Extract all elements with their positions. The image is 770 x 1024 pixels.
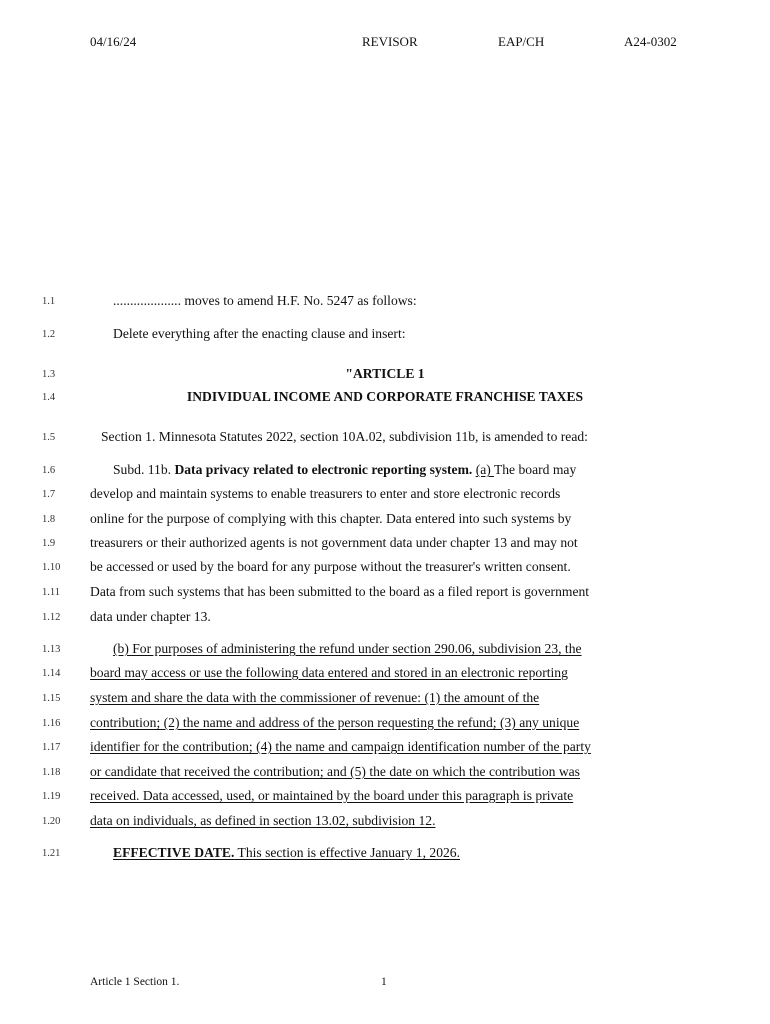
line-number: 1.15 bbox=[42, 693, 61, 704]
subdivision-heading-line bbox=[113, 461, 576, 479]
line-number: 1.3 bbox=[42, 369, 56, 380]
line-number: 1.11 bbox=[42, 587, 60, 598]
subdivision-label: Subd. 11b. bbox=[113, 462, 175, 477]
line-number: 1.6 bbox=[42, 465, 56, 476]
inserted-line: system and share the data with the commissioner of revenue: (1) the amount of the bbox=[90, 690, 540, 705]
line-number: 1.12 bbox=[42, 612, 61, 623]
body-line: data under chapter 13. bbox=[90, 609, 211, 624]
line-number: 1.16 bbox=[42, 718, 61, 729]
subdivision-text: The board may bbox=[493, 462, 577, 477]
body-line: develop and maintain systems to enable treasurers to enter and store electronic records bbox=[90, 486, 561, 501]
body-line: be accessed or used by the board for any purpose without the treasurer's written consent. bbox=[90, 559, 571, 574]
footer-label: Article 1 Section 1. bbox=[90, 976, 180, 988]
body-line: online for the purpose of complying with this chapter. Data entered into such systems by bbox=[90, 511, 572, 526]
line-number: 1.17 bbox=[42, 742, 61, 753]
header-office: REVISOR bbox=[362, 34, 418, 49]
body-line: Data from such systems that has been submitted to the board as a filed report is government bbox=[90, 584, 590, 599]
line-number: 1.9 bbox=[42, 538, 56, 549]
line-number: 1.14 bbox=[42, 668, 61, 679]
line-number: 1.1 bbox=[42, 296, 56, 307]
article-number: "ARTICLE 1 bbox=[345, 366, 425, 381]
inserted-line: received. Data accessed, used, or maintained by the board under this paragraph is private bbox=[90, 788, 574, 803]
line-number: 1.5 bbox=[42, 432, 56, 443]
inserted-line: contribution; (2) the name and address of the person requesting the refund; (3) any unique bbox=[90, 715, 580, 730]
line-number: 1.20 bbox=[42, 816, 61, 827]
inserted-line: identifier for the contribution; (4) the name and campaign identification number of the party bbox=[90, 739, 591, 754]
section-intro: Section 1. Minnesota Statutes 2022, section 10A.02, subdivision 11b, is amended to read: bbox=[101, 429, 588, 444]
line-number: 1.18 bbox=[42, 767, 61, 778]
article-title: INDIVIDUAL INCOME AND CORPORATE FRANCHISE TAXES bbox=[186, 389, 584, 404]
inserted-line: (b) For purposes of administering the refund under section 290.06, subdivision 23, the bbox=[113, 641, 582, 656]
line-number: 1.7 bbox=[42, 489, 56, 500]
inserted-line: board may access or use the following data entered and stored in an electronic reporting bbox=[90, 665, 568, 680]
effective-date-heading: EFFECTIVE DATE. bbox=[113, 845, 235, 860]
inserted-line: or candidate that received the contribution; and (5) the date on which the contribution was bbox=[90, 764, 580, 779]
line-number: 1.13 bbox=[42, 644, 61, 655]
paragraph-marker-a: (a) bbox=[475, 462, 494, 477]
subdivision-heading: Data privacy related to electronic reporting system. bbox=[174, 462, 473, 477]
effective-date-line bbox=[113, 844, 460, 862]
line-number: 1.21 bbox=[42, 848, 61, 859]
inserted-line: data on individuals, as defined in section 13.02, subdivision 12. bbox=[90, 813, 436, 828]
line-number: 1.8 bbox=[42, 514, 56, 525]
line-number: 1.2 bbox=[42, 329, 56, 340]
page-number: 1 bbox=[381, 976, 387, 988]
line-number: 1.10 bbox=[42, 562, 61, 573]
motion-line: .................... moves to amend H.F. No. 5247 as follows: bbox=[113, 293, 417, 308]
effective-date-text: This section is effective January 1, 2026. bbox=[234, 845, 460, 860]
body-line: treasurers or their authorized agents is not government data under chapter 13 and may not bbox=[90, 535, 578, 550]
header-doc-id: A24-0302 bbox=[624, 34, 677, 49]
header-initials: EAP/CH bbox=[498, 34, 545, 49]
line-number: 1.19 bbox=[42, 791, 61, 802]
line-number: 1.4 bbox=[42, 392, 56, 403]
header-date: 04/16/24 bbox=[90, 34, 137, 49]
instruction-line: Delete everything after the enacting clause and insert: bbox=[113, 326, 406, 341]
